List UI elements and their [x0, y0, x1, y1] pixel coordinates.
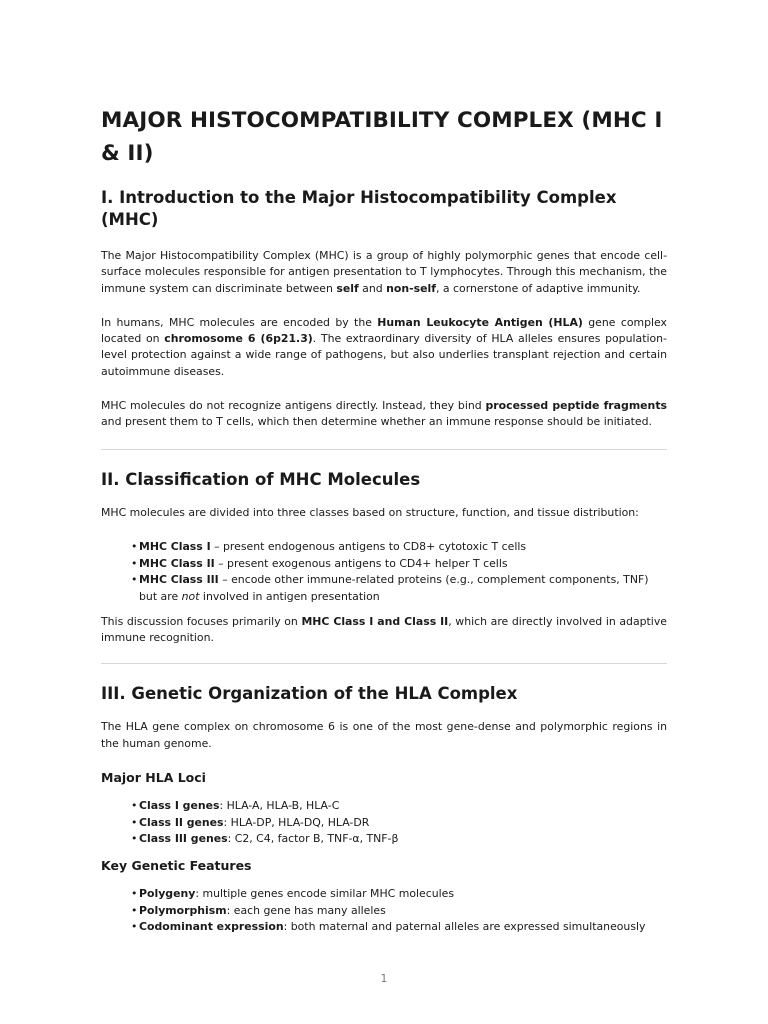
bold-term-chromosome: chromosome 6 (6p21.3): [164, 332, 313, 346]
text-run: , a cornerstone of adaptive immunity.: [436, 281, 641, 295]
list-item-text: involved in antigen presentation: [199, 590, 380, 604]
list-item: [131, 886, 667, 903]
text-run: The Major Histocompatibility Complex (MHC) is a group of highly polymorphic genes that encode cell-surface molecules responsible for antigen presentation to T lymphocytes. Through this mechanism, the immune system can discriminate between: [101, 249, 667, 295]
list-item-text: : each gene has many alleles: [226, 903, 386, 917]
text-run: , which are directly involved in adaptive immune recognition.: [101, 614, 667, 645]
subheading-key-genetic-features: Key Genetic Features: [101, 858, 252, 874]
list-item: [131, 539, 667, 556]
text-run: and: [358, 281, 387, 295]
bold-term-peptide-fragments: processed peptide fragments: [485, 399, 668, 413]
genetic-features-list: [101, 886, 667, 936]
list-item: [131, 572, 667, 605]
list-item-term: Class III genes: [139, 832, 228, 846]
text-run: In humans, MHC molecules are encoded by the: [101, 315, 378, 329]
bold-term-hla: Human Leukocyte Antigen (HLA): [377, 315, 583, 329]
mhc-class-list: [101, 539, 667, 606]
list-item-text: : HLA-DP, HLA-DQ, HLA-DR: [223, 815, 370, 829]
text-run: and present them to T cells, which then determine whether an immune response should be initiated.: [101, 415, 652, 429]
list-item-term: Polymorphism: [139, 903, 227, 917]
list-item-text: : multiple genes encode similar MHC molecules: [195, 887, 455, 901]
list-item-term: MHC Class II: [139, 556, 215, 570]
hla-loci-list: [101, 798, 667, 848]
list-item-emphasis: not: [181, 590, 200, 604]
list-item: [131, 556, 667, 573]
list-item-text: – present endogenous antigens to CD8+ cytotoxic T cells: [210, 539, 527, 553]
list-item-term: Class I genes: [139, 798, 220, 812]
classification-intro: MHC molecules are divided into three classes based on structure, function, and tissue distribution:: [101, 505, 639, 519]
bold-term-self: self: [336, 281, 359, 295]
genetic-organization-intro: The HLA gene complex on chromosome 6 is one of the most gene-dense and polymorphic regions in the human genome.: [101, 720, 667, 750]
bold-term-non-self: non-self: [386, 281, 436, 295]
list-item-term: MHC Class I: [139, 539, 211, 553]
list-item-text: – encode other immune-related proteins (e.g., complement components, TNF) but are: [139, 573, 649, 604]
section-divider: [101, 449, 667, 450]
text-run: This discussion focuses primarily on: [101, 614, 302, 628]
list-item-text: : C2, C4, factor B, TNF-α, TNF-β: [227, 832, 399, 846]
list-item-term: Codominant expression: [139, 920, 284, 934]
list-item: [131, 815, 667, 832]
intro-paragraph-2: [101, 315, 667, 380]
page-number: 1: [380, 973, 388, 985]
list-item-text: : HLA-A, HLA-B, HLA-C: [219, 798, 340, 812]
section-heading-classification: II. Classification of MHC Molecules: [101, 469, 421, 489]
text-run: . The extraordinary diversity of HLA alleles ensures population-level protection against a wide range of pathogens, but also underlies transplant rejection and certain autoimmune diseases.: [101, 332, 667, 378]
list-item: [131, 798, 667, 815]
document-title: MAJOR HISTOCOMPATIBILITY COMPLEX (MHC I & II): [101, 108, 663, 166]
intro-paragraph-1: [101, 248, 667, 297]
subheading-major-hla-loci: Major HLA Loci: [101, 769, 206, 785]
list-item: [131, 831, 667, 848]
intro-paragraph-3: [101, 398, 667, 431]
list-item-term: Polygeny: [139, 887, 196, 901]
list-item-text: – present exogenous antigens to CD4+ helper T cells: [214, 556, 508, 570]
text-run: gene complex located on: [101, 315, 667, 346]
classification-focus-paragraph: [101, 614, 667, 647]
section-heading-genetic-organization: III. Genetic Organization of the HLA Complex: [101, 684, 518, 704]
page-content: [101, 104, 667, 936]
bold-term-class-i-ii: MHC Class I and Class II: [301, 614, 449, 628]
list-item: [131, 919, 667, 936]
section-divider: [101, 663, 667, 664]
list-item: [131, 903, 667, 920]
section-heading-introduction: I. Introduction to the Major Histocompatibility Complex (MHC): [101, 188, 617, 229]
text-run: MHC molecules do not recognize antigens directly. Instead, they bind: [101, 399, 486, 413]
list-item-term: MHC Class III: [139, 573, 219, 587]
list-item-text: : both maternal and paternal alleles are expressed simultaneously: [283, 920, 646, 934]
list-item-term: Class II genes: [139, 815, 224, 829]
